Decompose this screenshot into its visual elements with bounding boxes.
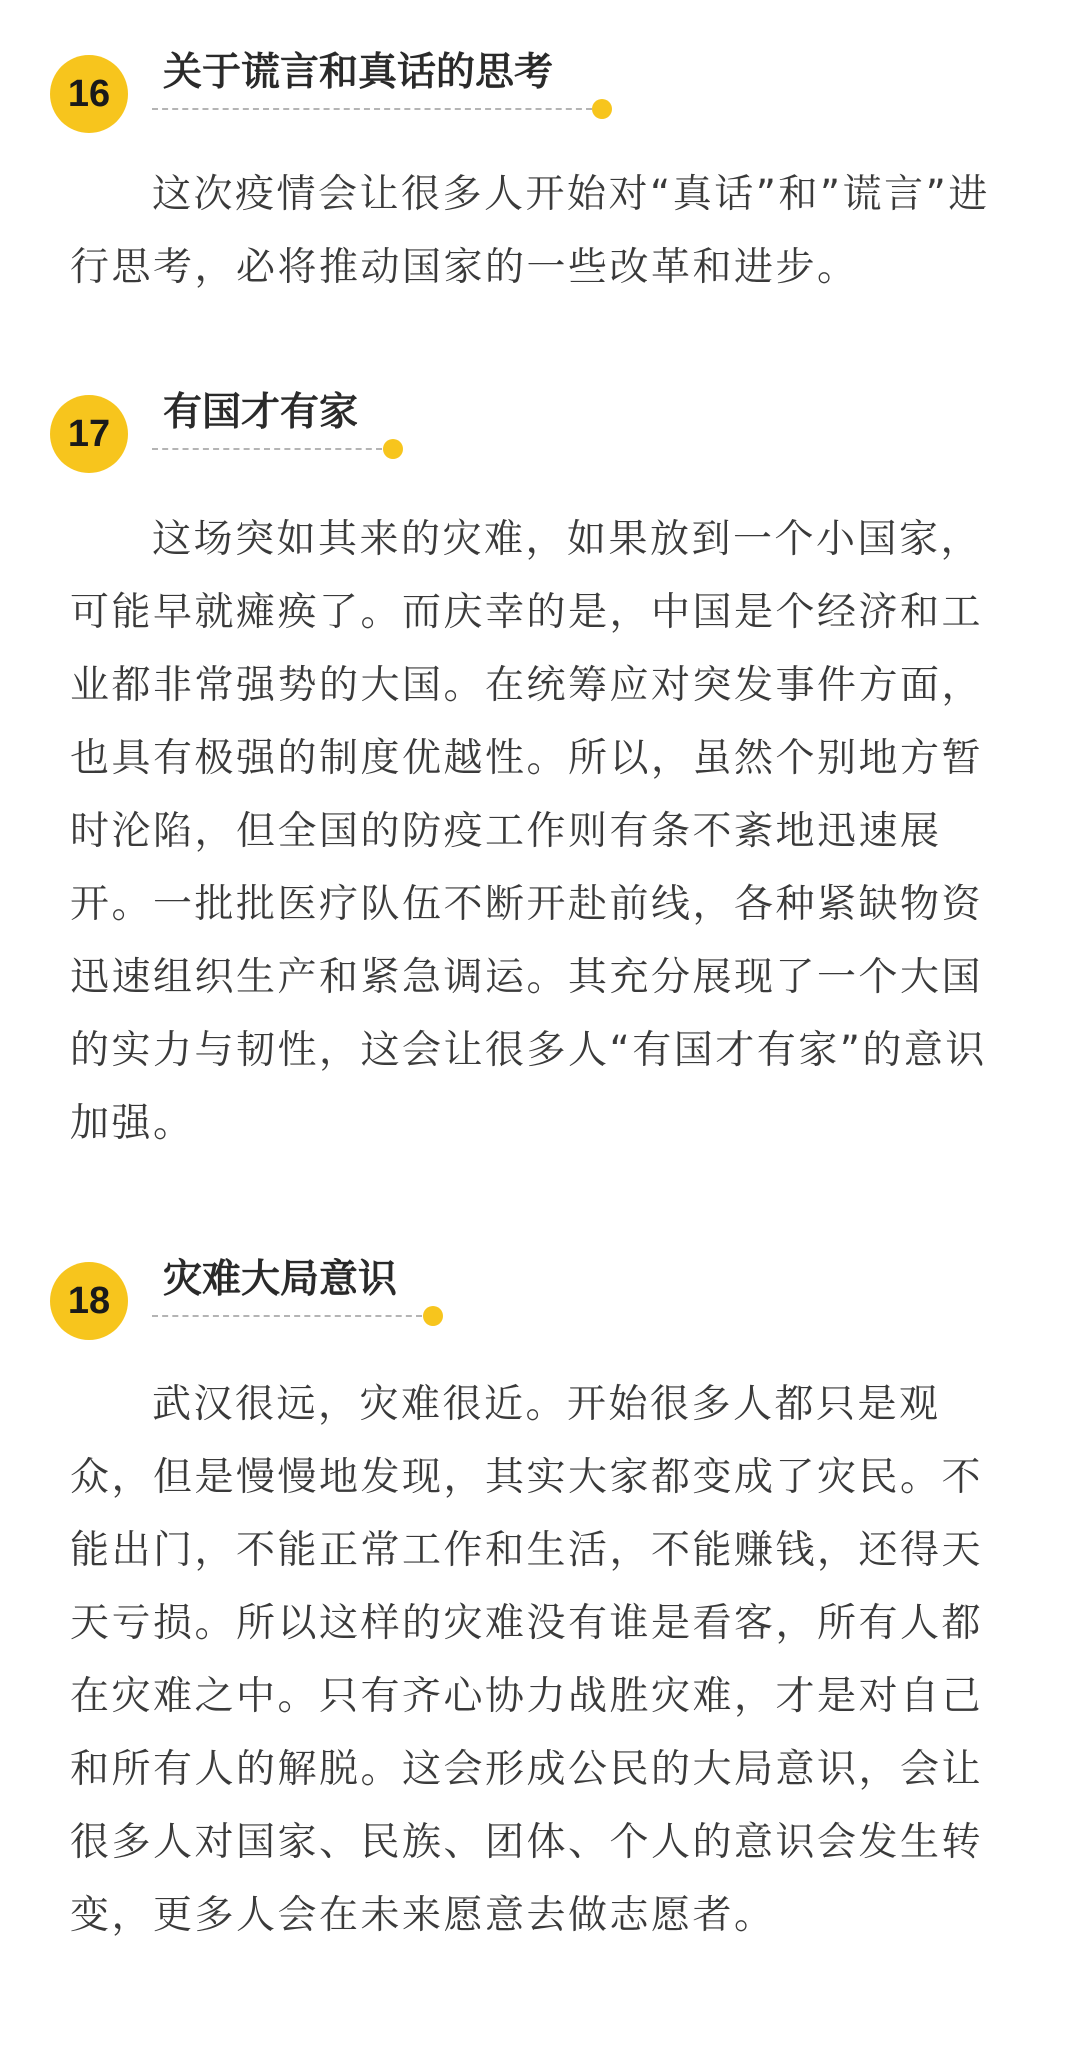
section-number-badge: 18 (50, 1262, 128, 1340)
dashed-underline (152, 1315, 422, 1317)
section-heading: 有国才有家 (163, 390, 359, 435)
section-heading: 灾难大局意识 (163, 1257, 398, 1302)
dashed-underline (152, 108, 592, 110)
section-number-badge: 17 (50, 395, 128, 473)
section-paragraph: 这场突如其来的灾难，如果放到一个小国家，可能早就瘫痪了。而庆幸的是，中国是个经济和工业都非常强势的大国。在统筹应对突发事件方面，也具有极强的制度优越性。所以，虽然个别地方暂时沦陷，但全国的防疫工作则有条不紊地迅速展开。一批批医疗队伍不断开赴前线，各种紧缺物资迅速组织生产和紧急调运。其充分展现了一个大国的实力与韧性，这会让很多人“有国才有家”的意识加强。 (70, 517, 987, 1146)
dashed-underline (152, 448, 382, 450)
underline-dot-icon (592, 99, 612, 119)
underline-dot-icon (383, 439, 403, 459)
section-paragraph: 武汉很远，灾难很近。开始很多人都只是观众，但是慢慢地发现，其实大家都变成了灾民。不能出门，不能正常工作和生活，不能赚钱，还得天天亏损。所以这样的灾难没有谁是看客，所有人都在灾难之中。只有齐心协力战胜灾难，才是对自己和所有人的解脱。这会形成公民的大局意识，会让很多人对国家、民族、团体、个人的意识会发生转变，更多人会在未来愿意去做志愿者。 (70, 1382, 984, 1938)
section-heading: 关于谎言和真话的思考 (163, 50, 554, 95)
section-paragraph: 这次疫情会让很多人开始对“真话”和”谎言”进行思考，必将推动国家的一些改革和进步。 (70, 172, 990, 290)
underline-dot-icon (423, 1306, 443, 1326)
section-number-badge: 16 (50, 55, 128, 133)
